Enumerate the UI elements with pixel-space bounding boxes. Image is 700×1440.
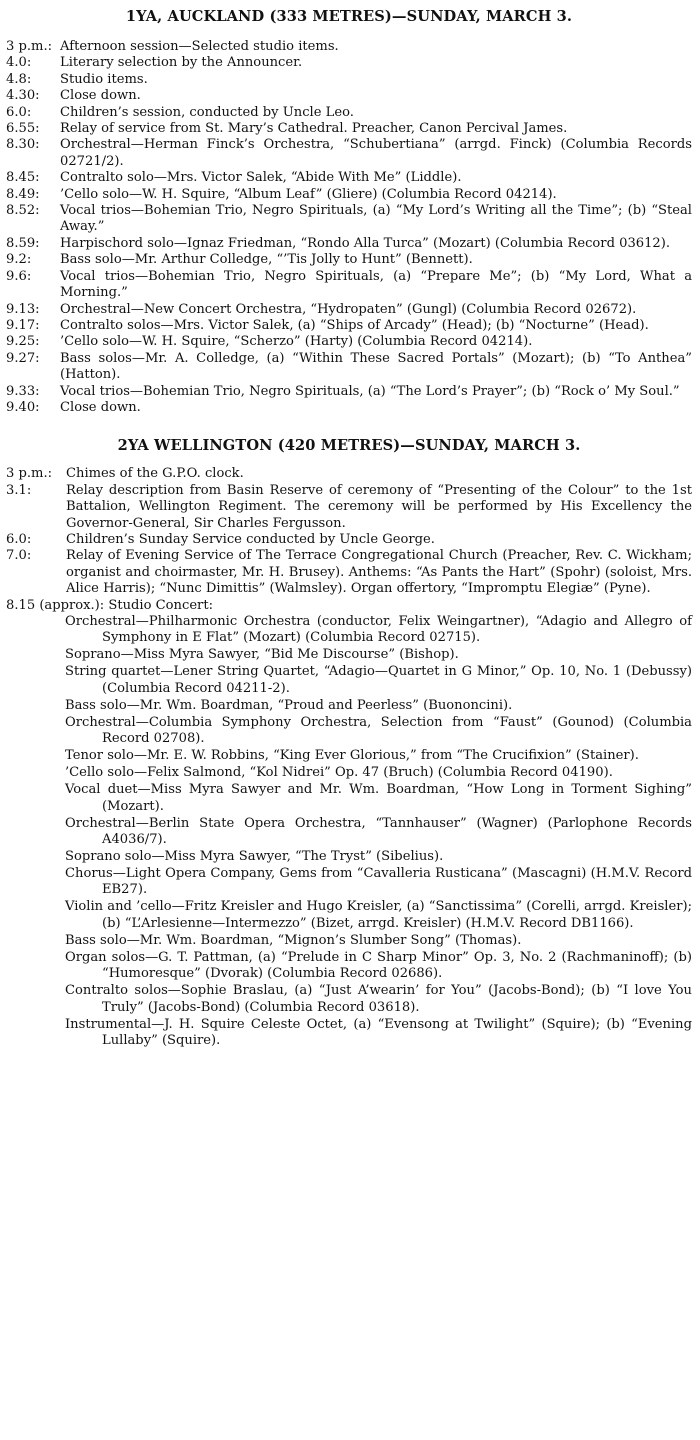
entry-time: 4.0:: [6, 55, 32, 71]
entry-description: Vocal trios—Bohemian Trio, Negro Spirituals, (a) “The Lord’s Prayer”; (b) “Rock o’ My Soul.”: [60, 383, 680, 399]
entry-description: Literary selection by the Announcer.: [60, 55, 303, 71]
programme-entry: [6, 55, 692, 71]
entry-description: ’Cello solo—W. H. Squire, “Album Leaf” (Gliere) (Columbia Record 04214).: [60, 186, 557, 202]
entry-description: Harpischord solo—Ignaz Friedman, “Rondo Alla Turca” (Mozart) (Columbia Record 03612).: [60, 235, 671, 251]
entry-description: Children’s session, conducted by Uncle Leo.: [60, 104, 354, 120]
studio-concert-items: [65, 614, 692, 1049]
auckland-programme-list: [6, 39, 692, 416]
concert-item: Violin and ’cello—Fritz Kreisler and Hugo Kreisler, (a) “Sanctissima” (Corelli, arrgd. Kreisler); (b) “L’Arlesienne—Intermezzo” (Bizet, arrgd. Kreisler) (H.M.V. Record DB1166).: [65, 899, 692, 931]
concert-item: Bass solo—Mr. Wm. Boardman, “Mignon’s Slumber Song” (Thomas).: [65, 932, 522, 948]
programme-entry: [6, 466, 692, 482]
concert-item: Orchestral—Berlin State Opera Orchestra, “Tannhauser” (Wagner) (Parlophone Records A4036/7).: [65, 815, 692, 848]
concert-item: Chorus—Light Opera Company, Gems from “Cavalleria Rusticana” (Mascagni) (H.M.V. Record EB27).: [65, 866, 692, 898]
programme-entry: [6, 351, 692, 384]
entry-description: Studio items.: [60, 71, 148, 87]
programme-entry: [6, 384, 692, 400]
wellington-section-title: 2YA WELLINGTON (420 METRES)—SUNDAY, MARCH 3.: [117, 437, 581, 455]
entry-time: 4.8:: [6, 71, 32, 87]
entry-description: Orchestral—Herman Finck’s Orchestra, “Schubertiana” (arrgd. Finck) (Columbia Records 02721/2).: [60, 137, 692, 169]
entry-time: 6.0:: [6, 531, 32, 547]
entry-time: 9.17:: [6, 317, 40, 333]
programme-entry: [6, 236, 692, 252]
programme-entry: [6, 318, 692, 334]
concert-item: ’Cello solo—Felix Salmond, “Kol Nidrei” Op. 47 (Bruch) (Columbia Record 04190).: [65, 765, 613, 781]
entry-description: Bass solos—Mr. A. Colledge, (a) “Within These Sacred Portals” (Mozart); (b) “To Anthea” (Hatton).: [60, 350, 692, 383]
entry-time: 9.13:: [6, 301, 40, 317]
entry-time: 9.40:: [6, 399, 40, 415]
programme-entry: [6, 532, 692, 548]
entry-description: Close down.: [60, 399, 141, 415]
programme-entry: [6, 170, 692, 186]
programme-entry: [6, 88, 692, 104]
entry-description: Contralto solos—Mrs. Victor Salek, (a) “Ships of Arcady” (Head); (b) “Nocturne” (Head).: [60, 317, 649, 333]
concert-item: Orchestral—Columbia Symphony Orchestra, Selection from “Faust” (Gounod) (Columbia Record 02708).: [65, 714, 692, 747]
entry-time: 7.0:: [6, 548, 32, 564]
programme-entry: [6, 334, 692, 350]
programme-entry: [6, 39, 692, 55]
entry-time: 3 p.m.:: [6, 39, 53, 54]
programme-entry: [6, 121, 692, 137]
programme-entry: [6, 72, 692, 88]
entry-time: 6.55:: [6, 121, 40, 137]
concert-item: Contralto solos—Sophie Braslau, (a) “Just A’wearin’ for You” (Jacobs-Bond); (b) “I love You Truly” (Jacobs-Bond) (Columbia Record 03618).: [65, 983, 692, 1015]
entry-description: Chimes of the G.P.O. clock.: [66, 466, 244, 482]
concert-item: Orchestral—Philharmonic Orchestra (conductor, Felix Weingartner), “Adagio and Allegro of Symphony in E Flat” (Mozart) (Columbia Record 02715).: [65, 614, 692, 646]
programme-entry: [6, 187, 692, 203]
entry-description: Vocal trios—Bohemian Trio, Negro Spirituals, (a) “Prepare Me”; (b) “My Lord, What a Morning.”: [60, 268, 692, 301]
entry-description: Orchestral—New Concert Orchestra, “Hydropaten” (Gungl) (Columbia Record 02672).: [60, 301, 637, 317]
programme-entry: [6, 203, 692, 236]
entry-time: 8.30:: [6, 137, 40, 153]
entry-time: 9.27:: [6, 350, 40, 366]
entry-description: Relay of Evening Service of The Terrace Congregational Church (Preacher, Rev. C. Wickham; organist and choirmaster, Mr. H. Brusey). Anthems: “As Pants the Hart” (Spohr) (soloist, Mrs. Alice Harris); “Nunc Dimittis” (Walmsley). Organ offertory, “Impromptu Elegiæ” (Pyne).: [66, 548, 692, 597]
programme-entry: [6, 269, 692, 302]
entry-time: 8.45:: [6, 170, 40, 186]
entry-description: Close down.: [60, 88, 141, 104]
programme-entry: [6, 548, 692, 597]
programme-entry: [6, 483, 692, 532]
auckland-section-title: 1YA, AUCKLAND (333 METRES)—SUNDAY, MARCH 3.: [125, 8, 573, 25]
concert-item: String quartet—Lener String Quartet, “Adagio—Quartet in G Minor,” Op. 10, No. 1 (Debussy) (Columbia Record 04211-2).: [65, 664, 692, 696]
entry-time: 4.30:: [6, 88, 40, 104]
concert-item: Soprano—Miss Myra Sawyer, “Bid Me Discourse” (Bishop).: [65, 647, 459, 663]
entry-description: Vocal trios—Bohemian Trio, Negro Spirituals, (a) “My Lord’s Writing all the Time”; (b) “Steal Away.”: [60, 203, 692, 235]
entry-description: Children’s Sunday Service conducted by Uncle George.: [66, 531, 435, 547]
entry-time: 8.52:: [6, 203, 40, 219]
concert-item: Instrumental—J. H. Squire Celeste Octet, (a) “Evensong at Twilight” (Squire); (b) “Evening Lullaby” (Squire).: [65, 1016, 692, 1049]
entry-time: 3 p.m.:: [6, 466, 53, 482]
studio-concert-heading: 8.15 (approx.): Studio Concert:: [6, 597, 213, 613]
concert-item: Tenor solo—Mr. E. W. Robbins, “King Ever Glorious,” from “The Crucifixion” (Stainer).: [65, 748, 639, 764]
entry-description: ’Cello solo—W. H. Squire, “Scherzo” (Harty) (Columbia Record 04214).: [60, 334, 533, 350]
entry-time: 9.6:: [6, 268, 32, 284]
concert-item: Vocal duet—Miss Myra Sawyer and Mr. Wm. Boardman, “How Long in Torment Sighing” (Mozart).: [65, 782, 692, 814]
programme-entry: [6, 400, 692, 416]
entry-time: 9.33:: [6, 383, 40, 399]
wellington-programme-list: [6, 466, 692, 597]
concert-item: Organ solos—G. T. Pattman, (a) “Prelude in C Sharp Minor” Op. 3, No. 2 (Rachmaninoff); (b) “Humoresque” (Dvorak) (Columbia Record 02686).: [65, 949, 692, 982]
entry-description: Relay of service from St. Mary’s Cathedral. Preacher, Canon Percival James.: [60, 121, 568, 137]
entry-time: 3.1:: [6, 482, 32, 498]
programme-entry: [6, 252, 692, 268]
studio-concert: [6, 598, 692, 1050]
entry-description: Bass solo—Mr. Arthur Colledge, “’Tis Jolly to Hunt” (Bennett).: [60, 252, 473, 268]
entry-time: 8.59:: [6, 235, 40, 251]
entry-description: Contralto solo—Mrs. Victor Salek, “Abide With Me” (Liddle).: [60, 170, 462, 186]
entry-time: 9.25:: [6, 334, 40, 350]
programme-entry: [6, 302, 692, 318]
concert-item: Soprano solo—Miss Myra Sawyer, “The Tryst” (Sibelius).: [65, 849, 444, 865]
concert-item: Bass solo—Mr. Wm. Boardman, “Proud and Peerless” (Buononcini).: [65, 697, 513, 713]
entry-description: Afternoon session—Selected studio items.: [60, 39, 339, 54]
programme-entry: [6, 137, 692, 170]
entry-time: 8.49:: [6, 186, 40, 202]
entry-time: 9.2:: [6, 252, 32, 268]
entry-time: 6.0:: [6, 104, 32, 120]
entry-description: Relay description from Basin Reserve of ceremony of “Presenting of the Colour” to the 1st Battalion, Wellington Regiment. The ceremony will be performed by His Excellency the Governor-General, Sir Charles Fergusson.: [66, 482, 692, 531]
programme-entry: [6, 105, 692, 121]
